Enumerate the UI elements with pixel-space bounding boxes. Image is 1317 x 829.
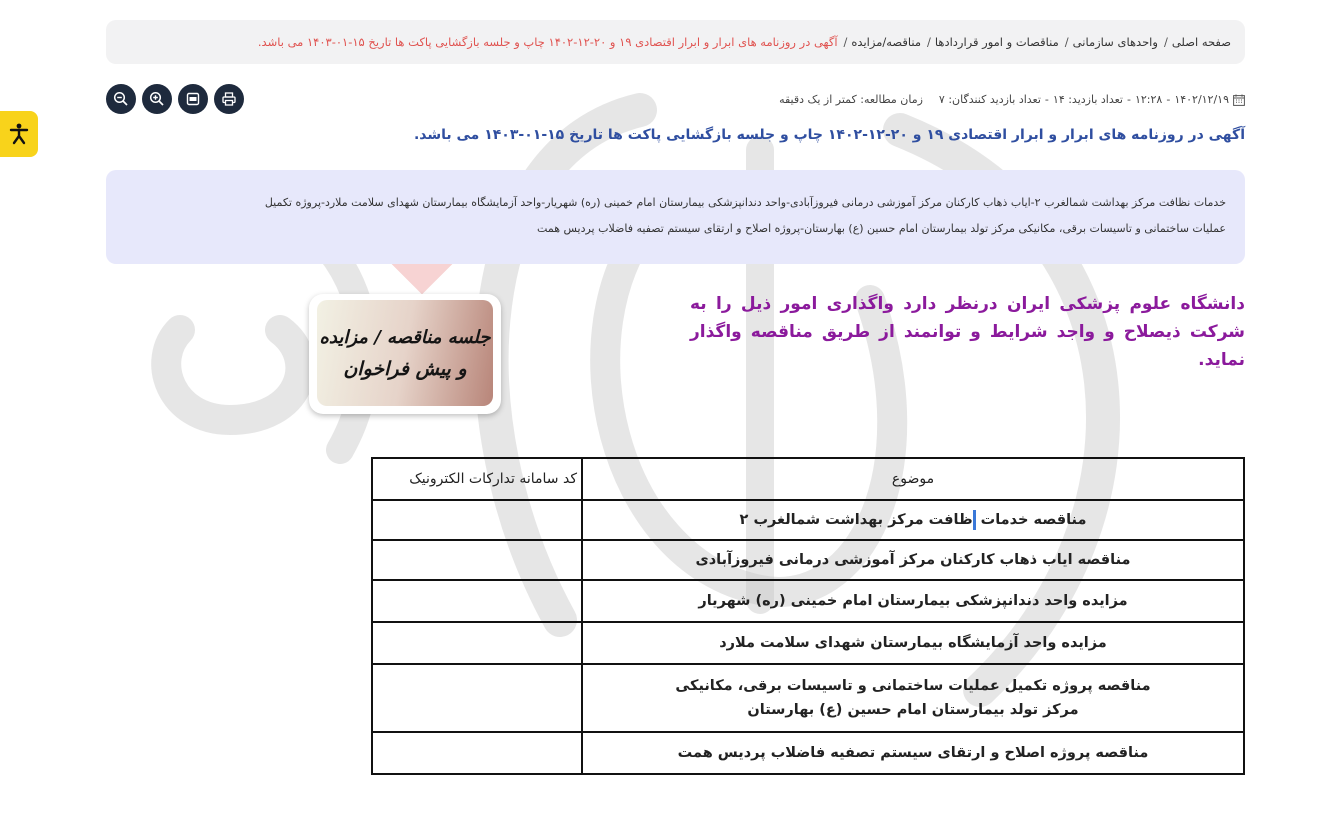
- zoom-out-button[interactable]: [106, 84, 136, 114]
- column-header-code: کد سامانه تدارکات الکترونیک: [372, 458, 582, 500]
- save-pdf-icon: [185, 91, 201, 107]
- intro-paragraph: دانشگاه علوم پزشکی ایران درنظر دارد واگذاری امور ذیل را به شرکت ذیصلاح و واجد شرایط و توانمند از طریق مناقصه واگذار نماید.: [690, 294, 1245, 370]
- badge-image: [317, 300, 493, 406]
- table-cell-subject: [582, 664, 1244, 732]
- article-meta: [779, 93, 1245, 106]
- subject-text: مناقصه پروژه تکمیل عملیات ساختمانی و تاسیسات برقی، مکانیکی: [675, 678, 1151, 694]
- table-header-row: [372, 458, 1244, 500]
- print-button[interactable]: [214, 84, 244, 114]
- table-cell-code: [372, 732, 582, 774]
- print-icon: [221, 91, 237, 107]
- table-cell-code: [372, 540, 582, 580]
- table-row: [372, 580, 1244, 622]
- save-pdf-button[interactable]: [178, 84, 208, 114]
- table-cell-subject: مناقصه ایاب ذهاب کارکنان مرکز آموزشی درمانی فیروزآبادی: [582, 540, 1244, 580]
- table-row: [372, 664, 1244, 732]
- table-row: [372, 500, 1244, 540]
- breadcrumb-separator: /: [1064, 35, 1069, 49]
- badge-line: و پیش فراخوان: [343, 357, 467, 380]
- breadcrumb-units[interactable]: واحدهای سازمانی: [1072, 35, 1158, 49]
- zoom-out-icon: [113, 91, 129, 107]
- zoom-in-icon: [149, 91, 165, 107]
- subject-text: مناقصه خدمات: [975, 512, 1087, 528]
- publish-time: ۱۲:۲۸: [1134, 93, 1163, 106]
- breadcrumb-separator: /: [843, 35, 848, 49]
- breadcrumb-home[interactable]: صفحه اصلی: [1171, 35, 1231, 49]
- table-cell-code: [372, 664, 582, 732]
- tender-meeting-badge: [309, 294, 501, 414]
- visit-count: تعداد بازدید: ۱۴: [1052, 93, 1123, 106]
- breadcrumb-separator: /: [1163, 35, 1168, 49]
- reading-time: زمان مطالعه: کمتر از یک دقیقه: [779, 93, 923, 106]
- meta-separator: -: [1044, 93, 1049, 106]
- table-cell-subject: مناقصه پروژه اصلاح و ارتقای سیستم تصفیه فاضلاب پردیس همت: [582, 732, 1244, 774]
- table-cell-code: [372, 580, 582, 622]
- toolbar: [106, 84, 244, 114]
- meta-separator: -: [1127, 93, 1131, 106]
- accessibility-button[interactable]: [0, 111, 38, 157]
- publish-date: ۱۴۰۲/۱۲/۱۹: [1174, 93, 1229, 106]
- table-cell-subject: [582, 500, 1244, 540]
- calendar-icon: [1233, 94, 1245, 106]
- subject-text: ظافت مرکز بهداشت شمالغرب ۲: [739, 512, 973, 528]
- summary-line: خدمات نظافت مرکز بهداشت شمالغرب ۲-ایاب ذهاب کارکنان مرکز آموزشی درمانی فیروزآبادی-واحد دندانپزشکی بیمارستان امام خمینی (ره) شهریار-واحد آزمایشگاه بیمارستان شهدای سلامت ملارد-پروژه تکمیل: [264, 196, 1226, 209]
- zoom-in-button[interactable]: [142, 84, 172, 114]
- badge-line: جلسه مناقصه / مزایده: [319, 326, 491, 348]
- accessibility-icon: [9, 123, 29, 145]
- breadcrumb-separator: /: [927, 35, 931, 49]
- summary-box: [106, 170, 1245, 264]
- breadcrumb-current: آگهی در روزنامه های ابرار و ابرار اقتصادی ۱۹ و ۲۰-۱۲-۱۴۰۲ چاپ و جلسه بازگشایی پاکت ها تاریخ ۱۵-۰۱-۱۴۰۳ می باشد.: [257, 35, 838, 49]
- visitor-count: تعداد بازدید کنندگان: ۷: [938, 93, 1041, 106]
- table-row: [372, 732, 1244, 774]
- breadcrumb-contracts[interactable]: مناقصات و امور قراردادها: [934, 35, 1059, 49]
- breadcrumb: [106, 20, 1245, 64]
- table-cell-subject: مزایده واحد دندانپزشکی بیمارستان امام خمینی (ره) شهریار: [582, 580, 1244, 622]
- table-cell-subject: مزایده واحد آزمایشگاه بیمارستان شهدای سلامت ملارد: [582, 622, 1244, 664]
- tenders-table: [371, 457, 1245, 775]
- table-row: [372, 622, 1244, 664]
- column-header-subject: موضوع: [582, 458, 1244, 500]
- meta-separator: -: [1166, 93, 1171, 106]
- breadcrumb-tenders[interactable]: مناقصه/مزایده: [851, 35, 922, 49]
- table-row: [372, 540, 1244, 580]
- summary-line: عملیات ساختمانی و تاسیسات برقی، مکانیکی مرکز تولد بیمارستان امام حسین (ع) بهارستان-پروژه اصلاح و ارتقای سیستم تصفیه فاضلاب پردیس همت: [537, 222, 1226, 235]
- page-title: آگهی در روزنامه های ابرار و ابرار اقتصادی ۱۹ و ۲۰-۱۲-۱۴۰۲ چاپ و جلسه بازگشایی پاکت ها تاریخ ۱۵-۰۱-۱۴۰۳ می باشد.: [413, 127, 1245, 143]
- table-cell-code: [372, 622, 582, 664]
- subject-text: مرکز تولد بیمارستان امام حسین (ع) بهارستان: [747, 702, 1079, 718]
- table-cell-code: [372, 500, 582, 540]
